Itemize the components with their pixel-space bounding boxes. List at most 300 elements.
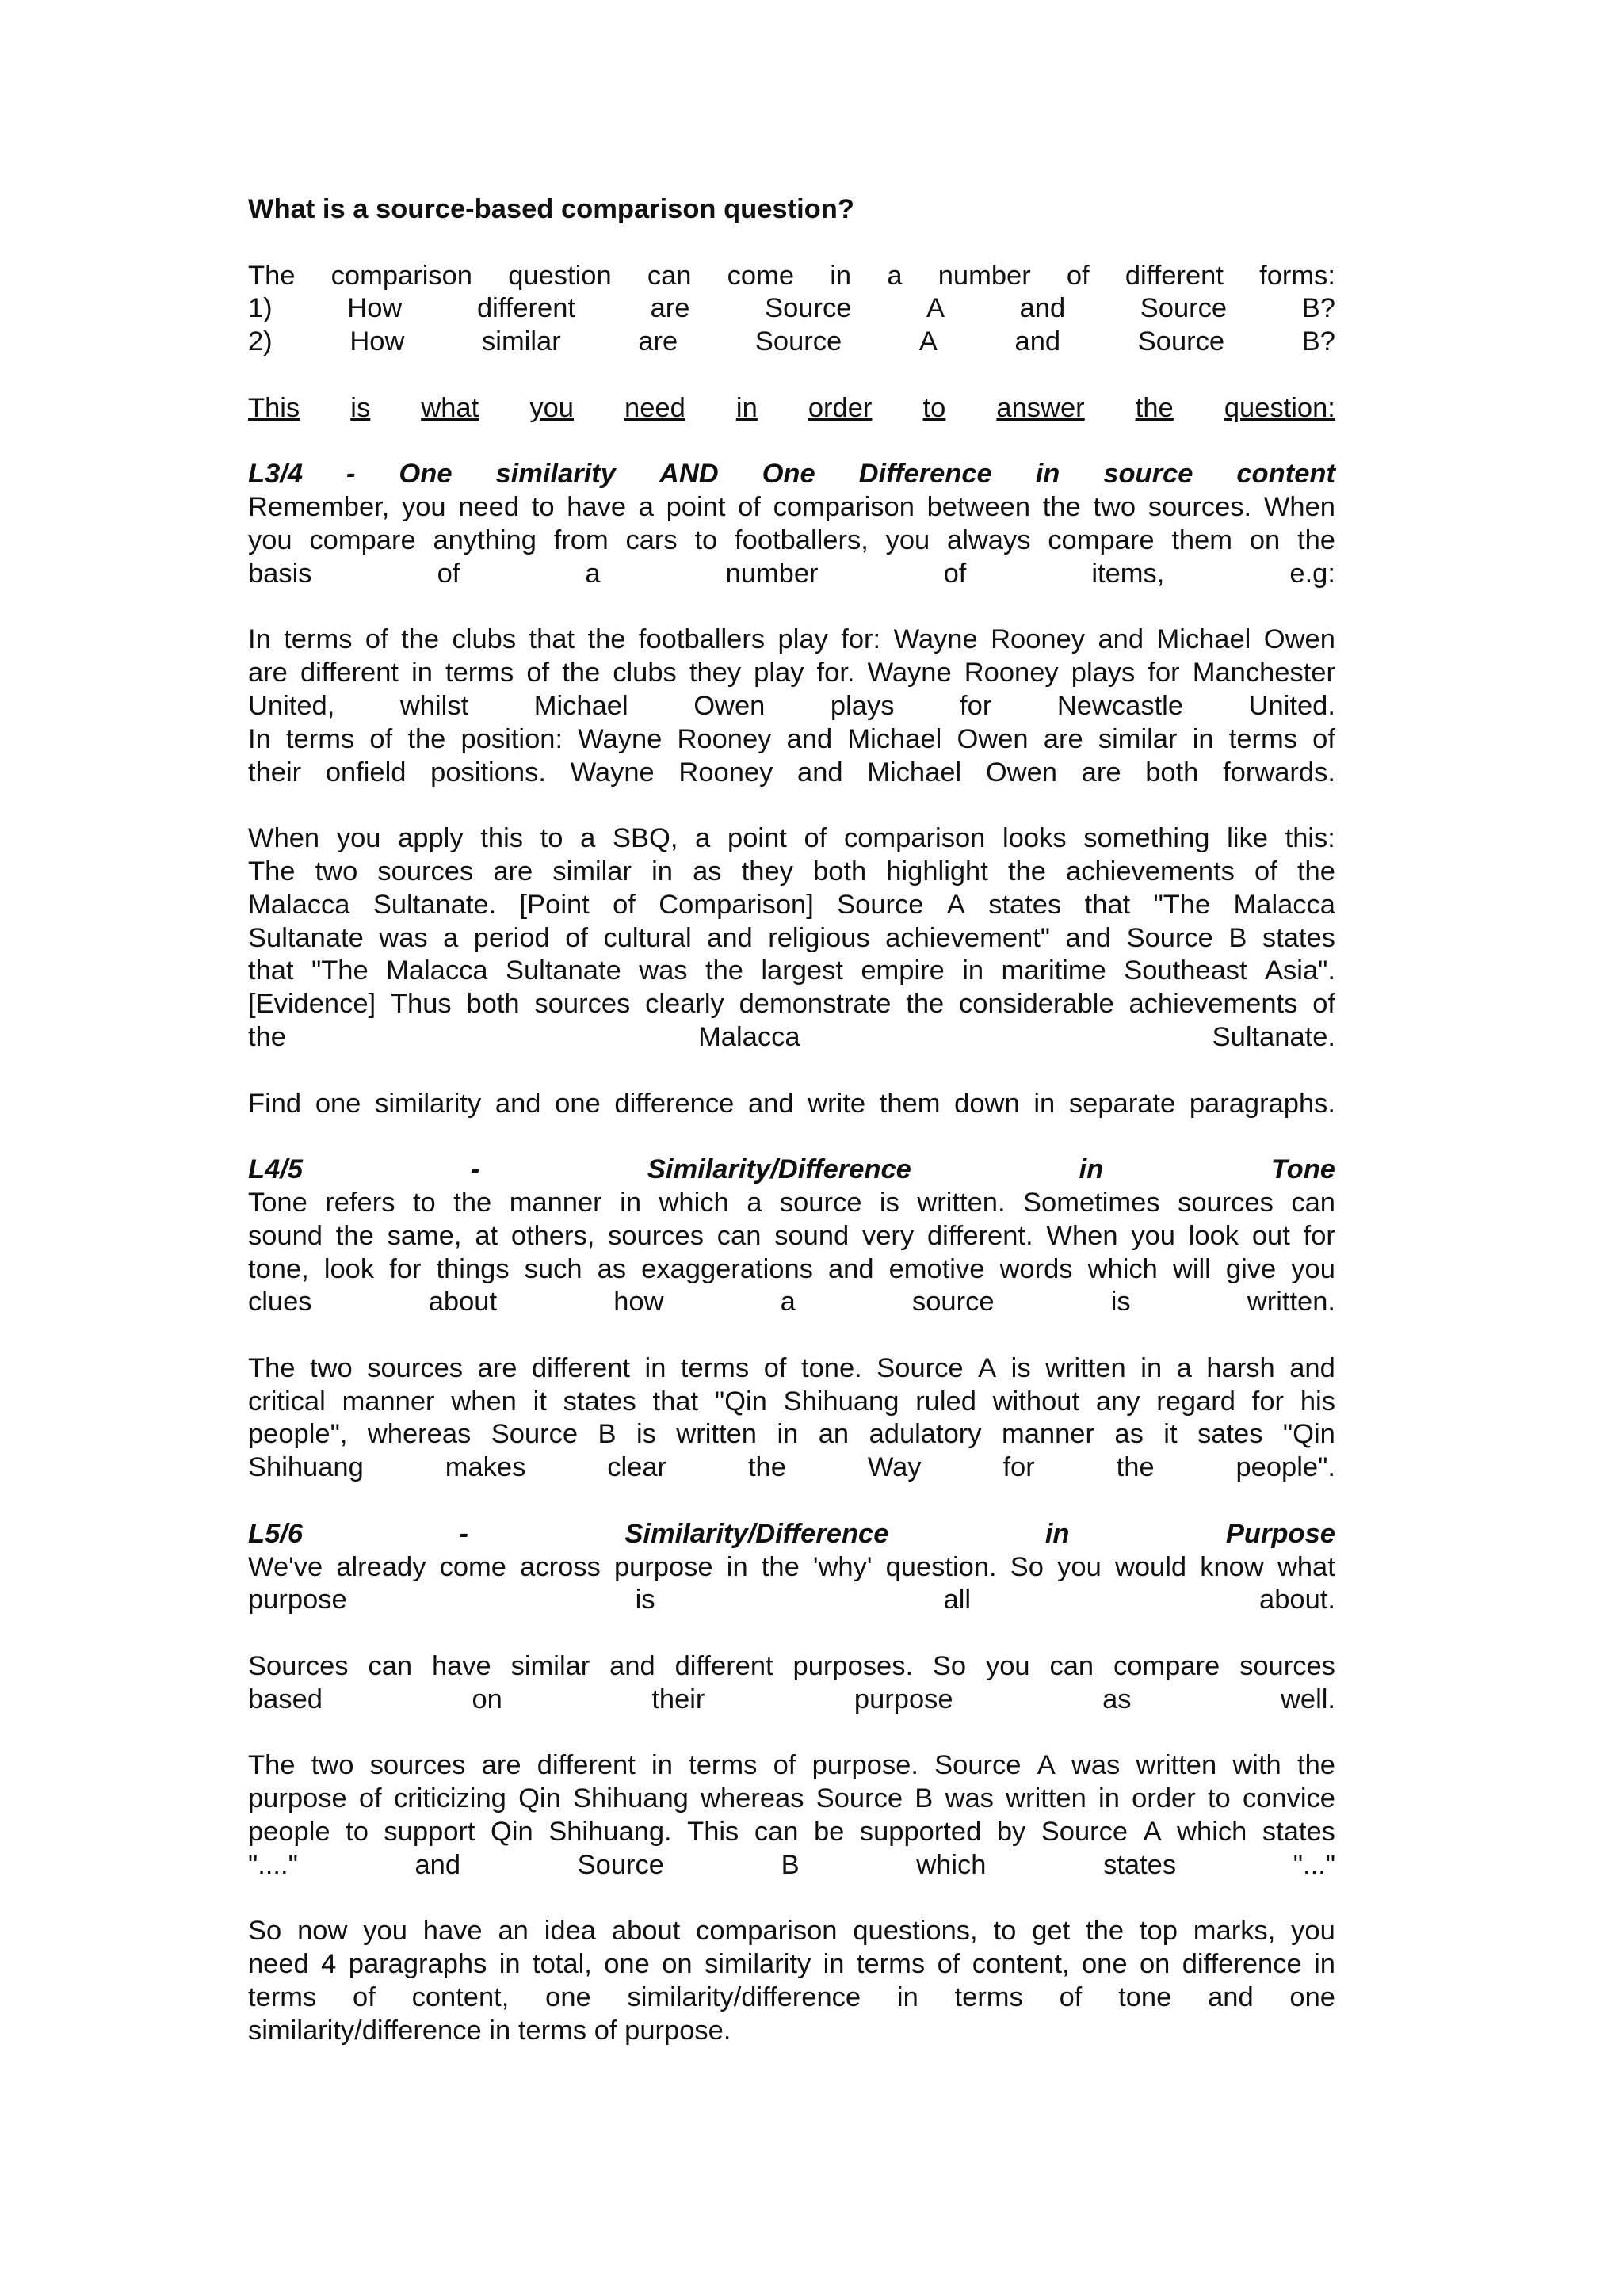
word: was	[379, 922, 428, 953]
word: Shihuang	[248, 1452, 364, 1483]
word: Wayne	[893, 624, 978, 655]
word: Wayne	[570, 757, 655, 788]
word: Remember,	[248, 492, 390, 523]
word: be	[813, 1817, 845, 1848]
word: achievements	[1066, 856, 1235, 887]
word: Source	[1137, 326, 1225, 357]
word: the	[1296, 1750, 1335, 1781]
word: need	[458, 492, 520, 523]
word: different	[531, 1352, 630, 1383]
word: B	[1228, 922, 1247, 953]
word: question	[508, 260, 612, 291]
word: come	[439, 1551, 506, 1582]
word: you	[529, 392, 574, 423]
word: play	[777, 624, 828, 655]
word: the	[401, 624, 440, 655]
word: a	[1176, 1352, 1192, 1383]
word: Owen	[985, 757, 1057, 788]
word: written	[676, 1419, 757, 1450]
word: in	[830, 260, 852, 291]
word: When	[1263, 492, 1335, 523]
word: 2)	[248, 326, 273, 357]
word: terms	[689, 1750, 758, 1781]
text-line	[248, 757, 1335, 790]
word: L5/6	[248, 1518, 304, 1549]
word: the	[1135, 392, 1174, 423]
text-line	[248, 690, 1335, 723]
text-line	[248, 1286, 1335, 1319]
word: and	[1289, 1352, 1335, 1383]
word: The	[248, 856, 296, 887]
word: similarity	[705, 1949, 812, 1980]
word: purpose	[613, 1551, 713, 1582]
word: always	[947, 524, 1031, 555]
word: their	[248, 757, 302, 788]
word: the	[705, 955, 743, 986]
word: is	[1010, 1352, 1031, 1383]
text-line	[248, 822, 1335, 856]
word: you	[885, 524, 930, 555]
section-heading	[248, 1518, 1335, 1551]
word: United,	[248, 690, 335, 721]
text-line	[248, 1253, 1335, 1287]
text-line	[248, 1684, 1335, 1717]
word: similar	[1098, 723, 1178, 754]
word: what	[421, 392, 479, 423]
word: Way	[867, 1452, 922, 1483]
word: -	[470, 1154, 480, 1185]
word: question:	[1224, 392, 1335, 423]
word: written	[1006, 1783, 1086, 1814]
word: in	[962, 955, 984, 986]
word: Wayne	[578, 723, 663, 754]
word: Owen	[693, 690, 766, 721]
text-line	[248, 1352, 1335, 1386]
word: Sultanate.	[1212, 1021, 1335, 1052]
word: are	[650, 293, 690, 324]
word: purposes.	[792, 1651, 914, 1682]
word: in	[735, 392, 758, 423]
word: Sometimes	[1023, 1187, 1160, 1218]
text-line	[248, 1849, 1335, 1882]
word: Malacca	[1233, 889, 1335, 920]
word: demonstrate	[739, 989, 892, 1020]
word: of	[943, 558, 967, 589]
word: is	[879, 1187, 899, 1218]
word: about.	[1259, 1585, 1335, 1615]
word: at	[475, 1220, 498, 1251]
word: source	[1103, 459, 1193, 490]
word: of	[613, 889, 636, 920]
word: you	[248, 524, 292, 555]
word: paragraphs	[348, 1949, 487, 1980]
word: refers	[325, 1187, 395, 1218]
word: to	[922, 392, 946, 423]
word: is	[635, 1585, 655, 1615]
word: one	[315, 1088, 361, 1119]
word: critical	[248, 1386, 326, 1417]
word: Source	[837, 889, 924, 920]
word: plays	[830, 690, 895, 721]
word: terms	[680, 1352, 750, 1383]
instruction-line	[248, 392, 1335, 425]
word: looks	[1002, 823, 1067, 854]
word: AND	[659, 459, 719, 490]
word: Rooney	[678, 757, 773, 788]
word: get	[1032, 1916, 1071, 1947]
word: and	[1019, 293, 1066, 324]
word: a	[638, 492, 654, 523]
word: different	[300, 658, 399, 688]
word: harsh	[1206, 1352, 1275, 1383]
word: when	[451, 1386, 517, 1417]
word: with	[1232, 1750, 1281, 1781]
word: sources	[377, 856, 474, 887]
text-line	[248, 1948, 1335, 1981]
text-line	[248, 624, 1335, 657]
word: need	[624, 392, 685, 423]
word: [Evidence]	[248, 989, 376, 1020]
word: and	[495, 1088, 541, 1119]
word: two	[1093, 492, 1136, 523]
word: Similarity/Difference	[647, 1154, 911, 1185]
word: apply	[398, 823, 464, 854]
word: to	[531, 492, 555, 523]
word: 1)	[248, 293, 273, 324]
word: the	[761, 1551, 800, 1582]
word: of	[565, 922, 588, 953]
word: across	[520, 1551, 601, 1582]
word: they	[689, 658, 742, 688]
text-line	[248, 856, 1335, 889]
word: you	[402, 492, 446, 523]
word: "..."	[1293, 1849, 1335, 1880]
word: the	[587, 624, 626, 655]
word: convice	[1242, 1783, 1335, 1814]
word: footballers	[638, 624, 766, 655]
word: forms:	[1259, 260, 1335, 291]
word: in	[1098, 1783, 1120, 1814]
word: anything	[433, 524, 537, 555]
word: down	[954, 1088, 1020, 1119]
word: Southeast	[1124, 955, 1247, 986]
word: When	[248, 823, 320, 854]
paragraph-gap	[248, 1055, 1335, 1088]
word: states	[1262, 922, 1335, 953]
word: of	[1066, 260, 1090, 291]
word: different	[476, 293, 575, 324]
word: comparison	[773, 492, 915, 523]
text-line	[248, 1981, 1335, 2015]
word: A	[1143, 1817, 1162, 1848]
word: states	[1262, 1817, 1335, 1848]
word: as	[693, 856, 722, 887]
word: states	[1103, 1849, 1177, 1880]
word: on	[1139, 1949, 1170, 1980]
word: which	[659, 1187, 729, 1218]
word: sources	[608, 1220, 704, 1251]
word: Michael	[867, 757, 962, 788]
word: support	[384, 1817, 475, 1848]
word: content	[1236, 459, 1335, 490]
word: Source	[815, 1783, 903, 1814]
word: that	[1084, 889, 1131, 920]
word: and	[827, 1253, 874, 1284]
word: you	[1291, 1253, 1335, 1284]
word: purpose.	[624, 2015, 731, 2046]
word: in	[896, 1982, 918, 2013]
word: to	[694, 524, 718, 555]
word: Newcastle	[1056, 690, 1184, 721]
word: his	[1300, 1386, 1335, 1417]
word: terms	[284, 624, 353, 655]
word: in	[1140, 1352, 1163, 1383]
word: without	[992, 1386, 1080, 1417]
word: of	[738, 492, 761, 523]
word: point	[727, 823, 787, 854]
word: in	[823, 1949, 845, 1980]
word: two	[309, 1352, 353, 1383]
word: for	[1148, 658, 1180, 688]
word: you	[1291, 1916, 1335, 1947]
word: one	[604, 1949, 650, 1980]
word: come	[727, 260, 795, 291]
word: was	[1071, 1750, 1121, 1781]
word: both	[466, 989, 520, 1020]
word: whereas	[701, 1783, 804, 1814]
word: this	[480, 823, 523, 854]
word: have	[567, 492, 627, 523]
word: to	[540, 823, 563, 854]
word: both	[813, 856, 867, 887]
document-page	[248, 193, 1335, 2048]
word: A	[918, 326, 938, 357]
word: ruled	[915, 1386, 976, 1417]
word: can	[1049, 1651, 1094, 1682]
word: to	[993, 1916, 1017, 1947]
word: you	[363, 1916, 407, 1947]
word: regard	[1156, 1386, 1235, 1417]
word: tone	[1118, 1982, 1172, 2013]
word: well.	[1280, 1684, 1335, 1714]
word: is	[350, 392, 371, 423]
word: comparison	[696, 1916, 838, 1947]
word: point	[666, 492, 726, 523]
word: would	[1114, 1551, 1187, 1582]
word: How	[349, 326, 405, 357]
word: religious	[768, 922, 870, 953]
word: and	[1065, 922, 1112, 953]
word: A	[1037, 1750, 1056, 1781]
word: items,	[1091, 558, 1165, 589]
word: Source	[765, 293, 852, 324]
text-line	[248, 1915, 1335, 1948]
word: forwards.	[1223, 757, 1335, 788]
word: supported	[859, 1817, 982, 1848]
word: difference	[614, 1088, 735, 1119]
word: 4	[321, 1949, 337, 1980]
word: written.	[1247, 1287, 1335, 1318]
word: similar	[552, 856, 632, 887]
word: of	[804, 823, 827, 854]
word: onfield	[325, 757, 407, 788]
word: they	[741, 856, 793, 887]
word: are	[1043, 723, 1083, 754]
word: of	[365, 624, 388, 655]
word: now	[297, 1916, 348, 1947]
word: about	[428, 1287, 498, 1318]
text-line	[248, 1187, 1335, 1220]
word: in	[620, 1187, 642, 1218]
word: One	[399, 459, 453, 490]
word: as	[597, 1253, 627, 1284]
word: different	[537, 1750, 636, 1781]
text-line	[248, 1584, 1335, 1617]
word: compare	[1113, 1651, 1220, 1682]
word: others,	[510, 1220, 595, 1251]
text-line	[248, 1551, 1335, 1585]
word: Rooney	[677, 723, 772, 754]
word: achievements	[1128, 989, 1298, 1020]
word: states	[563, 1386, 636, 1417]
document-body	[248, 227, 1335, 2048]
word: Michael	[847, 723, 942, 754]
word: is	[636, 1419, 656, 1450]
word: Qin	[518, 1783, 561, 1814]
word: Source	[1126, 922, 1213, 953]
word: similarity/difference	[248, 2015, 482, 2046]
word: purpose	[248, 1783, 347, 1814]
word: which	[1177, 1817, 1247, 1848]
word: "The	[1153, 889, 1211, 920]
word: Sultanate	[248, 922, 364, 953]
word: all	[943, 1585, 972, 1615]
word: in	[1079, 1154, 1104, 1185]
word: Thus	[390, 989, 452, 1020]
word: compare	[1048, 524, 1155, 555]
word: in	[726, 1551, 748, 1582]
word: sources	[1178, 1187, 1274, 1218]
word: total,	[533, 1949, 592, 1980]
word: whereas	[367, 1419, 472, 1450]
word: manner	[342, 1386, 435, 1417]
word: it	[533, 1386, 547, 1417]
word: and	[786, 723, 833, 754]
paragraph-gap	[248, 1617, 1335, 1650]
word: can	[1291, 1187, 1335, 1218]
word: Michael	[1156, 624, 1251, 655]
word: When	[1046, 1220, 1118, 1251]
word: and	[609, 1651, 655, 1682]
text-line	[248, 1749, 1335, 1783]
word: for	[1002, 1452, 1035, 1483]
word: for.	[816, 658, 855, 688]
word: can	[716, 1220, 762, 1251]
word: Manchester	[1192, 658, 1335, 688]
word: 'why'	[812, 1551, 873, 1582]
word: Source	[491, 1419, 579, 1450]
word: like	[1227, 823, 1268, 854]
word: -	[459, 1518, 468, 1549]
text-line	[248, 558, 1335, 591]
word: Purpose	[1225, 1518, 1335, 1549]
word: terms	[445, 658, 514, 688]
word: clubs	[613, 658, 677, 688]
word: of	[358, 1783, 382, 1814]
paragraph-gap	[248, 1485, 1335, 1518]
word: emotive	[888, 1253, 985, 1284]
word: as	[1102, 1684, 1132, 1714]
word: things	[436, 1253, 510, 1284]
word: separate	[1068, 1088, 1176, 1119]
word: whilst	[399, 690, 469, 721]
word: in	[498, 1949, 521, 1980]
word: question.	[885, 1551, 997, 1582]
text-line	[248, 955, 1335, 988]
word: similarity/difference	[627, 1982, 861, 2013]
word: L4/5	[248, 1154, 304, 1185]
word: different.	[926, 1220, 1033, 1251]
word: you	[336, 823, 381, 854]
word: B	[781, 1849, 800, 1880]
word: was	[945, 1783, 994, 1814]
word: period	[473, 922, 550, 953]
word: positions.	[430, 757, 546, 788]
word: them	[1171, 524, 1233, 555]
text-line	[248, 889, 1335, 922]
word: The	[248, 1750, 296, 1781]
word: B?	[1301, 293, 1335, 324]
word: the	[1116, 1452, 1155, 1483]
text-line	[248, 1386, 1335, 1419]
word: same,	[387, 1220, 462, 1251]
text-line	[248, 292, 1335, 326]
word: on	[662, 1949, 693, 1980]
word: a	[747, 1187, 762, 1218]
word: adulatory	[869, 1419, 982, 1450]
word: the	[248, 1021, 286, 1052]
word: to	[346, 1817, 369, 1848]
word: that	[529, 624, 575, 655]
word: achievement"	[885, 922, 1051, 953]
word: different	[1125, 260, 1224, 291]
word: which	[1087, 1253, 1158, 1284]
word: terms	[856, 1949, 926, 1980]
word: Similarity/Difference	[624, 1518, 889, 1549]
word: Shihuang	[783, 1386, 899, 1417]
word: on	[472, 1684, 502, 1714]
word: Source	[577, 1849, 664, 1880]
word: sound	[774, 1220, 850, 1251]
word: such	[524, 1253, 582, 1284]
word: Source	[876, 1352, 964, 1383]
word: largest	[761, 955, 843, 986]
word: A	[978, 1352, 997, 1383]
word: an	[818, 1419, 850, 1450]
word: terms	[248, 1982, 317, 2013]
word: source	[912, 1287, 995, 1318]
word: In	[248, 624, 271, 655]
word: footballers,	[735, 524, 869, 555]
word: a	[585, 558, 601, 589]
word: states	[988, 889, 1062, 920]
word: questions,	[853, 1916, 978, 1947]
word: to	[412, 1187, 436, 1218]
word: the	[1086, 1916, 1125, 1947]
word: terms	[1228, 723, 1297, 754]
word: are	[481, 1750, 521, 1781]
word: it	[1163, 1419, 1178, 1450]
